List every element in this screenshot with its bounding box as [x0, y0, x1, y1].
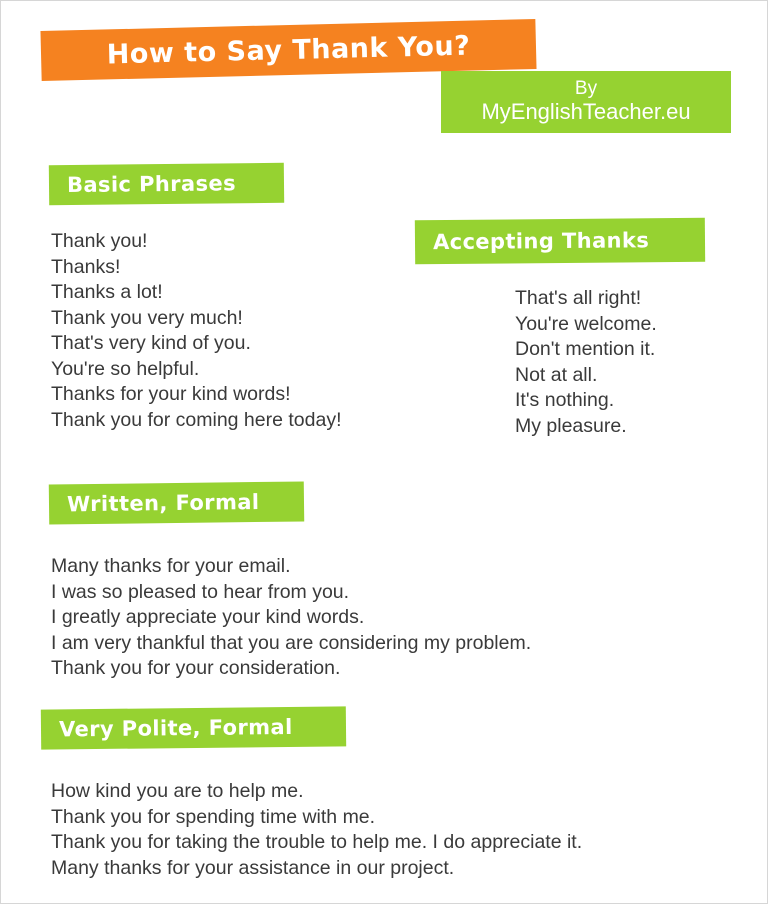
- phrase-line: Thanks for your kind words!: [51, 383, 291, 405]
- phrase-line: Don't mention it.: [515, 338, 656, 360]
- credit-banner: [441, 71, 731, 133]
- phrase-line: You're so helpful.: [51, 357, 200, 380]
- phrase-line: Not at all.: [515, 363, 598, 386]
- phrase-line: Thank you!: [51, 230, 148, 252]
- phrase-line: I greatly appreciate your kind words.: [51, 606, 365, 628]
- phrase-line: Many thanks for your assistance in our project.: [51, 856, 455, 879]
- phrase-line: I was so pleased to hear from you.: [51, 580, 350, 603]
- section-lines-accepting-thanks: [515, 286, 657, 439]
- phrase-line: My pleasure.: [515, 414, 627, 437]
- phrase-line: Thank you for taking the trouble to help me. I do appreciate it.: [51, 831, 583, 853]
- section-heading-written-formal: Written, Formal: [49, 481, 304, 524]
- phrase-line: It's nothing.: [515, 389, 615, 411]
- phrase-line: How kind you are to help me.: [51, 780, 304, 802]
- phrase-line: Thank you very much!: [51, 306, 243, 329]
- section-heading-basic-phrases: Basic Phrases: [49, 163, 284, 205]
- credit-site-name: MyEnglishTeacher.eu: [481, 99, 691, 125]
- phrase-line: Thanks!: [51, 255, 121, 278]
- phrase-line: That's all right!: [515, 287, 642, 309]
- section-heading-very-polite-formal: Very Polite, Formal: [41, 706, 346, 749]
- section-lines-basic-phrases: [51, 229, 342, 433]
- credit-by-label: By: [574, 78, 598, 100]
- phrase-line: Thank you for spending time with me.: [51, 805, 376, 828]
- section-heading-accepting-thanks: Accepting Thanks: [415, 218, 705, 265]
- phrase-line: That's very kind of you.: [51, 332, 251, 354]
- section-lines-very-polite-formal: [51, 779, 582, 881]
- phrase-line: You're welcome.: [515, 312, 657, 335]
- phrase-line: I am very thankful that you are considering my problem.: [51, 631, 532, 654]
- phrase-line: Thank you for your consideration.: [51, 657, 341, 679]
- section-lines-written-formal: [51, 554, 531, 682]
- page-title: How to Say Thank You?: [106, 30, 471, 70]
- phrase-line: Thanks a lot!: [51, 281, 163, 303]
- phrase-line: Many thanks for your email.: [51, 555, 291, 577]
- phrase-line: Thank you for coming here today!: [51, 408, 342, 431]
